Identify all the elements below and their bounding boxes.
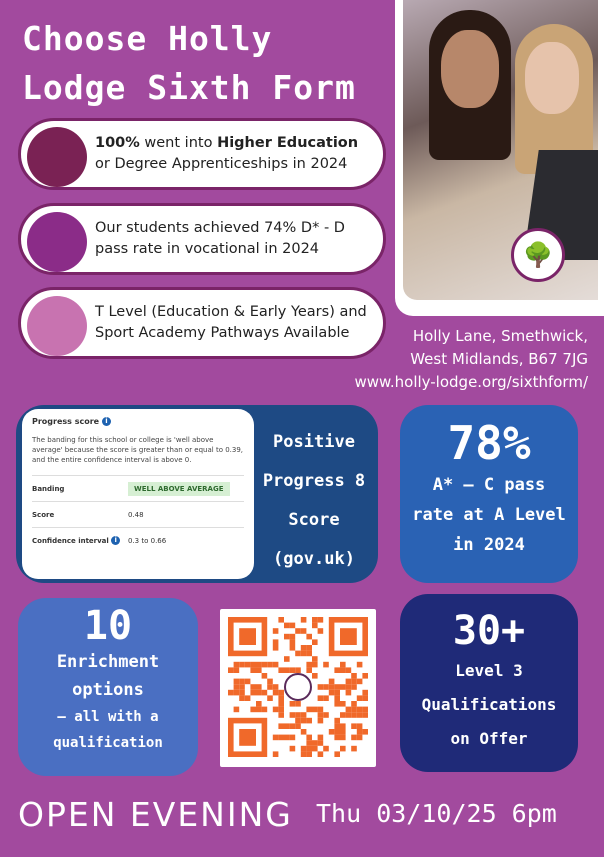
stat-text: Our students achieved 74% D* - D pass rate in vocational in 2024 — [95, 220, 345, 257]
qualifications-line-2: Qualifications — [421, 695, 557, 714]
open-evening-heading: OPEN EVENING — [18, 795, 293, 834]
stat-pathways — [18, 287, 386, 359]
progress-box — [16, 405, 378, 583]
qualifications-line-3: on Offer — [450, 729, 528, 748]
website-link[interactable]: www.holly-lodge.org/sixthform/ — [354, 373, 588, 391]
alevel-line-2: rate at A Level — [412, 505, 566, 525]
alevel-line-1: A* – C pass — [432, 475, 546, 495]
banding-row — [32, 475, 244, 501]
enrichment-line-3: – all with a — [57, 709, 159, 725]
address — [354, 325, 588, 394]
title-line-1: Choose Holly — [22, 19, 273, 58]
enrichment-line-1: Enrichment — [56, 652, 160, 672]
open-evening-date: Thu 03/10/25 6pm — [316, 799, 557, 828]
stat-higher-education — [18, 118, 386, 190]
ci-label: Confidence interval — [32, 536, 109, 545]
ci-value: 0.3 to 0.66 — [128, 536, 167, 545]
score-value: 0.48 — [128, 510, 144, 519]
progress-score-card — [22, 409, 254, 579]
qr-code[interactable] — [220, 609, 376, 767]
stat-dot — [27, 296, 87, 356]
stat-vocational — [18, 203, 386, 275]
enrichment-box — [18, 598, 198, 776]
stat-text: went into — [139, 135, 218, 151]
qualifications-count: 30+ — [452, 608, 526, 654]
stat-text-2: or Degree Apprenticeships in 2024 — [95, 156, 348, 172]
stat-percent: 100% — [95, 135, 140, 151]
stat-dot — [27, 127, 87, 187]
alevel-box — [400, 405, 578, 583]
stat-dot — [27, 212, 87, 272]
qualifications-box — [400, 594, 578, 772]
banding-label: Banding — [32, 484, 65, 493]
score-row — [32, 501, 244, 527]
enrichment-line-4: qualification — [53, 735, 163, 751]
progress-card-desc: The banding for this school or college is 'well above average' because the score is greater than or equal to 0.39, and the entire confidence interval is above 0. — [32, 436, 244, 464]
stat-text: T Level (Education & Early Years) and Sport Academy Pathways Available — [95, 304, 367, 341]
title-line-2: Lodge Sixth Form — [22, 68, 356, 107]
enrichment-line-2: options — [72, 680, 144, 700]
page-title — [22, 14, 392, 112]
alevel-line-3: in 2024 — [453, 535, 525, 555]
progress-line-2: Progress 8 — [262, 471, 366, 491]
alevel-percent: 78% — [447, 416, 531, 470]
qualifications-line-1: Level 3 — [455, 661, 523, 680]
photo-frame — [395, 0, 604, 316]
info-icon: i — [111, 536, 120, 545]
progress-line-1: Positive — [273, 432, 355, 452]
enrichment-count: 10 — [83, 603, 133, 649]
address-line-1: Holly Lane, Smethwick, — [412, 327, 588, 345]
score-label: Score — [32, 510, 55, 519]
ci-row — [32, 527, 244, 553]
progress-card-title: Progress score — [32, 417, 100, 426]
info-icon: i — [102, 417, 111, 426]
progress-line-3: Score — [288, 510, 340, 530]
progress-line-4: (gov.uk) — [273, 549, 355, 569]
address-line-2: West Midlands, B67 7JG — [410, 350, 588, 368]
progress-caption — [254, 423, 374, 579]
tree-logo-icon: 🌳 — [511, 228, 565, 282]
students-photo — [403, 0, 598, 300]
stat-highlight: Higher Education — [217, 135, 359, 151]
banding-badge: WELL ABOVE AVERAGE — [128, 482, 230, 496]
